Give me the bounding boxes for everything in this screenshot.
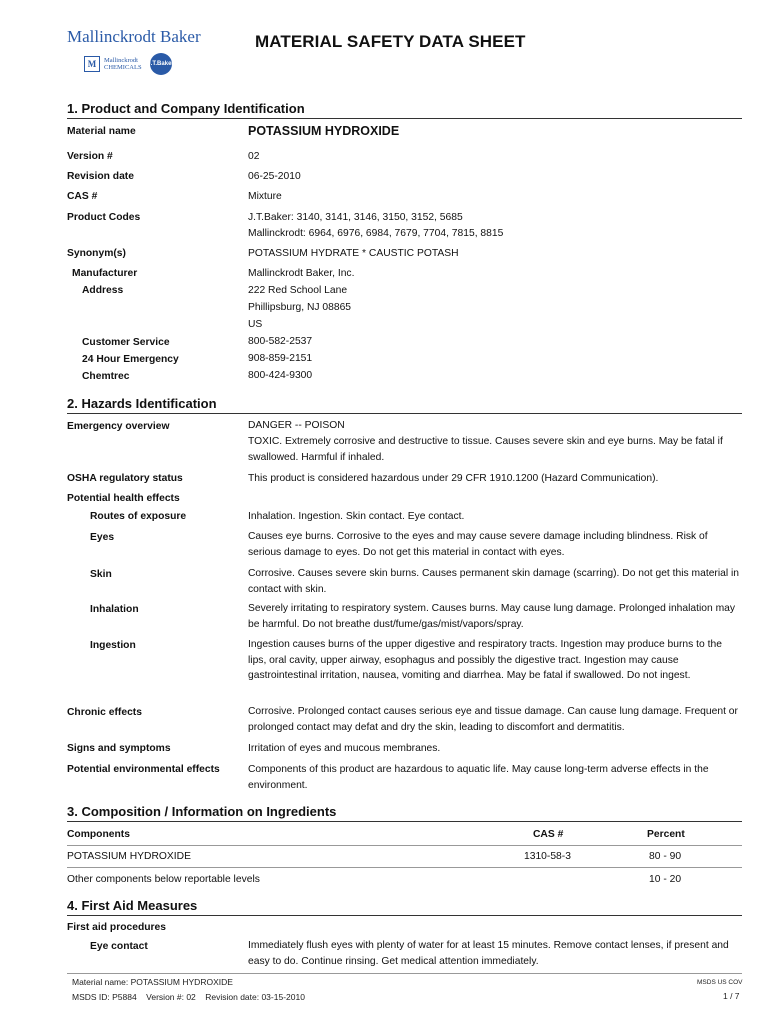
cas-value: Mixture [248,191,282,202]
ingestion-value: Ingestion causes burns of the upper digestive and respiratory tracts. Ingestion may produce burns to the lips, oral cavity, upper airway, esophagus and possibly the digestive tract. Ingestion may cause gastrointestinal irritation, nausea, vomiting and diarrhea. May be fatal if swallowed. Do not ingest. [248,639,722,681]
footer-ids: MSDS ID: P5884 Version #: 02 Revision date: 03-15-2010 [72,992,305,1002]
routes-label: Routes of exposure [90,511,187,522]
chemtrec-value: 800-424-9300 [248,370,313,381]
section4-rule [67,915,742,916]
section1-title: 1. Product and Company Identification [67,101,305,116]
components-header: Components [67,829,130,840]
table-header-rule [67,845,742,846]
section1-rule [67,118,742,119]
chronic-label: Chronic effects [67,707,142,718]
mallinckrodt-m-icon: M [84,56,100,72]
first-aid-procedures-label: First aid procedures [67,922,166,933]
section3-rule [67,821,742,822]
cas-header: CAS # [533,829,564,840]
section2-title: 2. Hazards Identification [67,396,217,411]
synonyms-label: Synonym(s) [67,248,126,259]
skin-value: Corrosive. Causes severe skin burns. Causes permanent skin damage (scarring). Do not get this material in contact with skin. [248,568,740,595]
customer-service-label: Customer Service [82,337,170,348]
cas-label: CAS # [67,191,98,202]
synonyms-value: POTASSIUM HYDRATE * CAUSTIC POTASH [248,248,459,259]
badge-line1: Mallinckrodt [104,57,138,64]
section2-rule [67,413,742,414]
mallinckrodt-badge-text [104,57,142,71]
product-codes-label: Product Codes [67,212,141,223]
osha-value: This product is considered hazardous under 29 CFR 1910.1200 (Hazard Communication). [248,473,659,484]
brand-badges [84,53,172,75]
material-name-label: Material name [67,126,136,137]
manufacturer-value: Mallinckrodt Baker, Inc. [248,268,355,279]
eyes-label: Eyes [90,532,115,543]
signs-value: Irritation of eyes and mucous membranes. [248,743,441,754]
skin-label: Skin [90,569,112,580]
product-codes-line2: Mallinckrodt: 6964, 6976, 6984, 7679, 7704, 7815, 8815 [248,228,504,239]
row2-component: Other components below reportable levels [67,874,260,885]
badge-line2: CHEMICALS [104,64,142,71]
revision-value: 06-25-2010 [248,171,301,182]
percent-header: Percent [647,829,685,840]
row1-percent: 80 - 90 [649,851,682,862]
revision-label: Revision date [67,171,134,182]
inhalation-value: Severely irritating to respiratory system. Causes burns. May cause lung damage. Prolonged inhalation may be harmful. Do not breathe dust/fume/gas/mist/vapors/spray. [248,603,736,630]
material-name-value: POTASSIUM HYDROXIDE [248,124,400,138]
eye-contact-label: Eye contact [90,941,148,952]
manufacturer-label: Manufacturer [72,268,138,279]
address-line1: 222 Red School Lane [248,285,348,296]
document-title: MATERIAL SAFETY DATA SHEET [255,32,526,51]
signs-label: Signs and symptoms [67,743,171,754]
version-label: Version # [67,151,113,162]
chemtrec-label: Chemtrec [82,371,130,382]
address-line3: US [248,319,263,330]
footer-material-name: Material name: POTASSIUM HYDROXIDE [72,977,233,987]
row1-component: POTASSIUM HYDROXIDE [67,851,191,862]
section3-title: 3. Composition / Information on Ingredients [67,804,337,819]
emergency-overview-text: TOXIC. Extremely corrosive and destructive to tissue. Causes severe skin and eye burns. May be fatal if swallowed. Harmful if inhaled. [248,436,723,463]
company-logo-text: Mallinckrodt Baker [67,27,201,46]
emergency-overview-line1: DANGER -- POISON [248,420,345,431]
environmental-value: Components of this product are hazardous to aquatic life. May cause long-term adverse effects in the environment. [248,764,709,791]
footer-rule [67,973,742,974]
health-effects-label: Potential health effects [67,493,180,504]
address-line2: Phillipsburg, NJ 08865 [248,302,352,313]
page-number: 1 / 7 [723,991,740,1001]
emergency-overview-label: Emergency overview [67,421,170,432]
eyes-value: Causes eye burns. Corrosive to the eyes and may cause severe damage including blindness. Risk of serious damage to eyes. Do not get this material in contact with eyes. [248,531,708,558]
customer-service-value: 800-582-2537 [248,336,313,347]
emergency-value: 908-859-2151 [248,353,313,364]
table-row-rule [67,867,742,868]
ingestion-label: Ingestion [90,640,136,651]
footer-code: MSDS US COV [697,979,743,986]
product-codes-line1: J.T.Baker: 3140, 3141, 3146, 3150, 3152, 5685 [248,212,463,223]
row2-percent: 10 - 20 [649,874,682,885]
eye-contact-value: Immediately flush eyes with plenty of water for at least 15 minutes. Remove contact lenses, if present and easy to do. Continue rinsing. Get medical attention immediately. [248,940,729,967]
emergency-label: 24 Hour Emergency [82,354,179,365]
row1-cas: 1310-58-3 [524,851,571,862]
mallinckrodt-chemicals-logo [84,56,142,72]
routes-value: Inhalation. Ingestion. Skin contact. Eye contact. [248,511,465,522]
jtbaker-logo-icon: J.T.Baker [150,53,172,75]
version-value: 02 [248,151,260,162]
environmental-label: Potential environmental effects [67,764,220,775]
chronic-value: Corrosive. Prolonged contact causes serious eye and tissue damage. Can cause lung damage. Frequent or prolonged contact may defat and dry the skin, leading to discomfort and dermatitis. [248,706,738,733]
inhalation-label: Inhalation [90,604,139,615]
osha-label: OSHA regulatory status [67,473,183,484]
address-label: Address [82,285,124,296]
section4-title: 4. First Aid Measures [67,898,198,913]
